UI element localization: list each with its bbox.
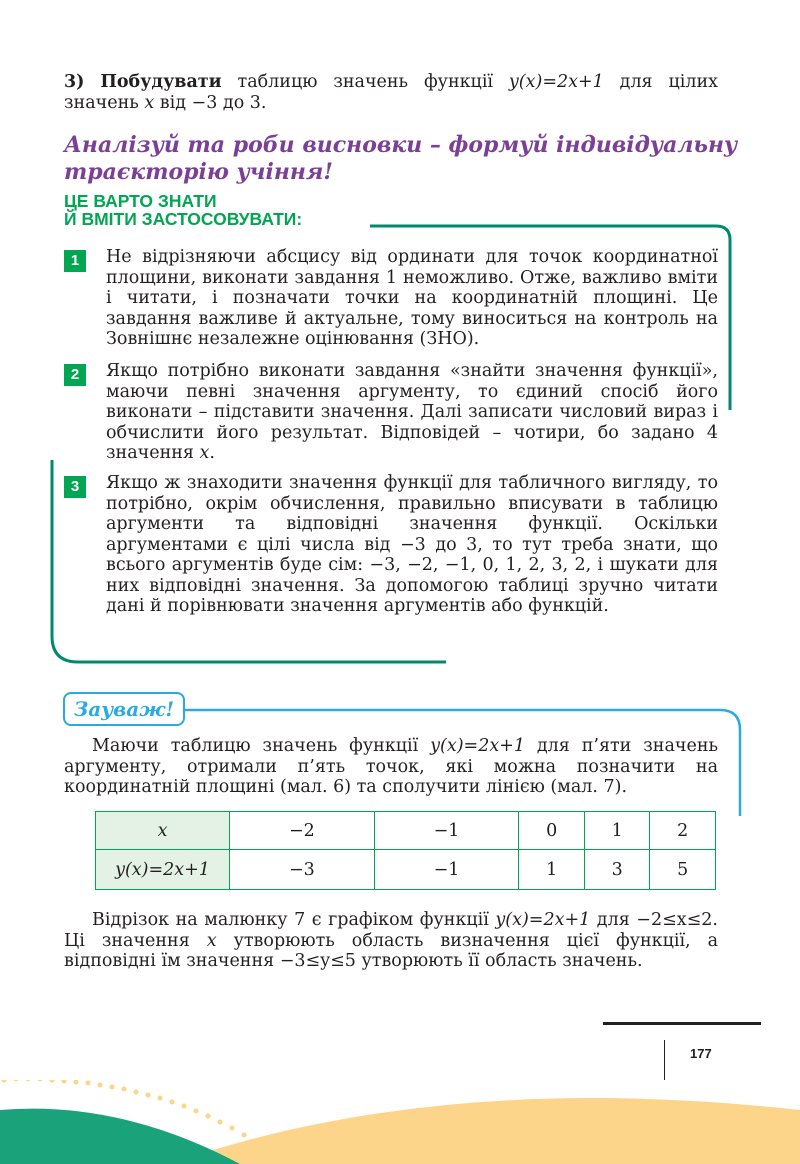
table-cell-y: −1 [374,850,519,890]
conclusion-var: x [206,930,217,951]
page-number-rule [603,1022,761,1025]
table-row-y [96,850,716,890]
table-cell-x: −2 [230,812,375,850]
item-2-number: 2 [64,364,86,386]
conclusion-range-x: −2≤x≤2 [636,910,713,930]
item-3-text: Якщо ж знаходити значення функції для табличного вигляду, то потрібно, окрім обчислення, правильно вписувати в таблицю аргументи та відповідні значення функції. Оскільки аргументами є цілі числа від −3 до 3, то тут треба знати, що всього аргументів буде сім: −3, −2, −1, 0, 1, 2, 3, 2, і шукати для них відповідні значення. За допомогою таблиці зручно читати дані й порівнювати значення аргументів або функцій. [106,473,718,616]
task-3-label: 3) [64,72,85,92]
decorative-bottom [0,1080,800,1164]
note-text [64,736,718,798]
page-number-divider [664,1040,665,1080]
page-number: 177 [690,1046,712,1061]
conclusion-p1: Відрізок на малюнку 7 є графіком функції [92,910,496,930]
task-3-var: x [144,92,155,113]
know-heading-line1: ЦЕ ВАРТО ЗНАТИ [64,191,217,211]
table-cell-x: −1 [374,812,519,850]
item-1-text: Не відрізняючи абсцису від ординати для точок координатної площини, виконати завдання 1 неможливо. Отже, важливо вміти і читати, і позначати точки на координатній площині. Це завдання важливе й актуальне, тому виноситься на контроль на Зовнішнє незалежне оцінювання (ЗНО). [106,247,718,349]
item-1-number: 1 [64,250,86,272]
item-2-paragraph [106,361,718,464]
table-cell-y: 1 [519,850,585,890]
table-cell-x: 1 [584,812,650,850]
item-2-var: x [199,443,210,463]
values-table [95,811,716,890]
conclusion-formula: y(x)=2x+1 [495,910,591,930]
table-header-x: x [96,812,230,850]
table-cell-x: 0 [519,812,585,850]
table-row-x [96,812,716,850]
task-3-text-mid: для цілих значень [64,72,718,113]
table-cell-y: 3 [584,850,650,890]
task-3-bold-word: Побудувати [100,72,222,92]
analyze-heading: Аналізуй та роби висновки – формуй індивідуальну траєкторію учіння! [64,132,738,185]
item-2-text: Якщо потрібно виконати завдання «знайти значення функції», маючи певні значення аргументу, то єдиний спосіб його виконати – підставити значення. Далі записати числовий вираз і обчислити його результат. Відповідей – чотири, бо задано 4 значення [106,361,718,463]
item-2-text-end: . [209,443,215,463]
know-heading-line2: Й ВМІТИ ЗАСТОСОВУВАТИ: [64,209,303,229]
note-label: Зауваж! [63,692,185,726]
conclusion-p3: . Ці значення [64,910,718,951]
conclusion-p4: утворюють область визначення цієї функції, а відповідні їм значення [64,930,719,971]
note-formula: y(x)=2x+1 [430,736,526,756]
task-3-text-start: таблицю значень функції [221,72,509,92]
table-cell-y: 5 [650,850,716,890]
task-3-formula: y(x)=2x+1 [508,72,604,92]
table-header-y: y(x)=2x+1 [96,850,230,890]
item-3-number: 3 [64,476,86,498]
task-3-text-end: від −3 до 3. [154,92,267,113]
conclusion-text [64,910,718,972]
table-cell-x: 2 [650,812,716,850]
table-cell-y: −3 [230,850,375,890]
note-text-end: для п’яти значень аргументу, отримали п’ять точок, які можна позначити на координатній площині (мал. 6) та сполучити лінією (мал. 7). [64,736,719,797]
note-text-start: Маючи таблицю значень функції [92,736,431,756]
conclusion-p5: утворюють її область значень. [355,951,643,971]
conclusion-p2: для [590,910,637,930]
conclusion-range-y: −3≤y≤5 [279,951,356,971]
